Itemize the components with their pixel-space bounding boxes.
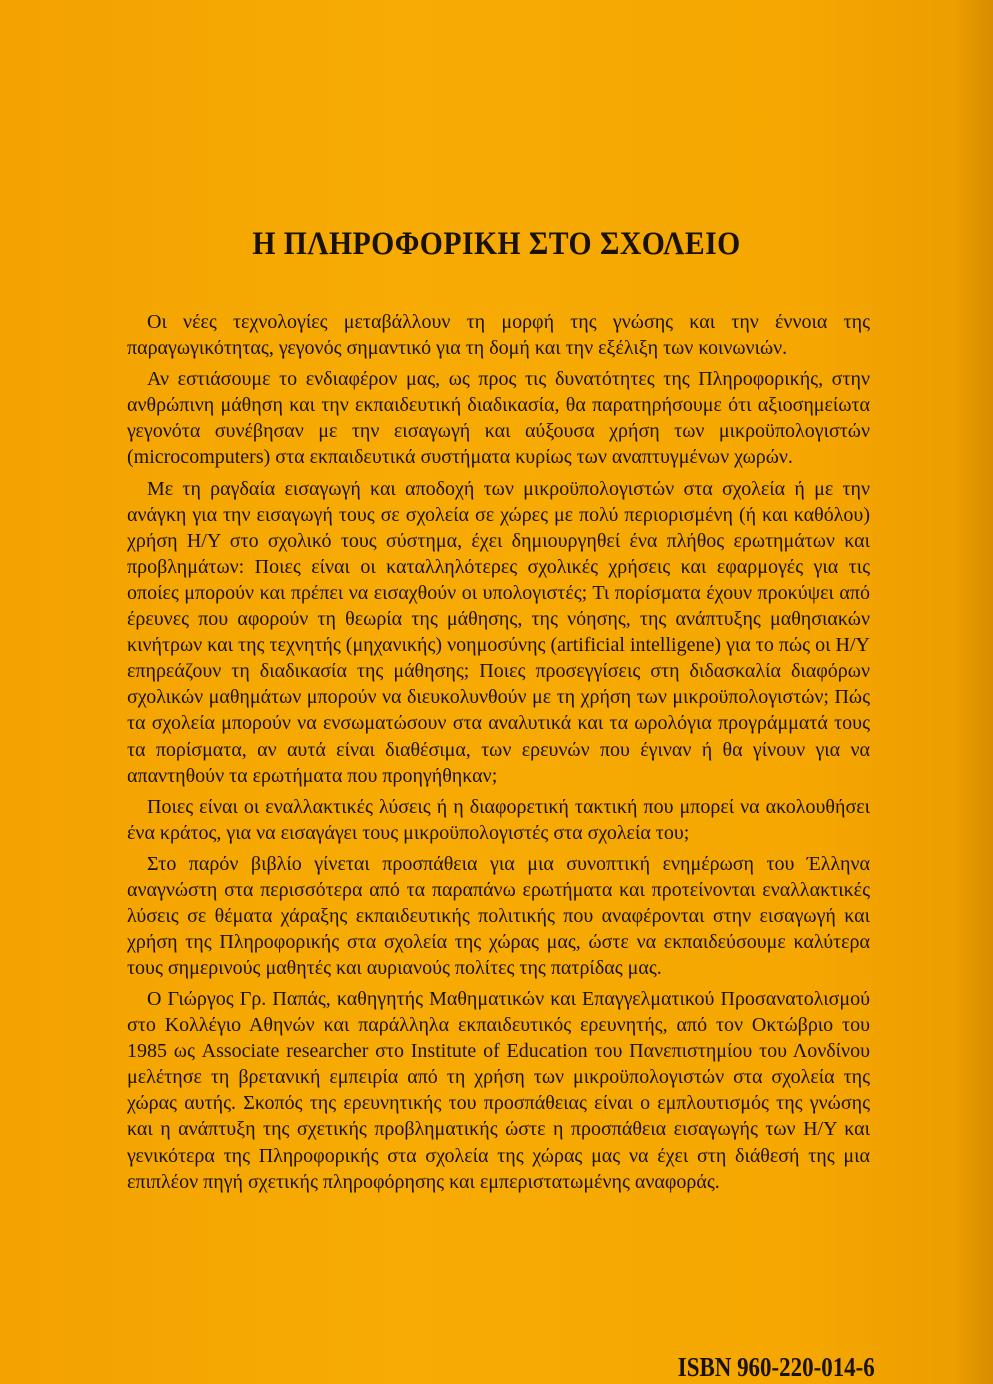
page-edge-shadow	[953, 0, 993, 1384]
author-bio	[127, 986, 870, 1195]
blurb-text	[127, 309, 870, 986]
isbn-number: ISBN 960-220-014-6	[677, 1352, 875, 1382]
blurb-paragraph: Αν εστιάσουμε το ενδιαφέρον μας, ως προς τις δυνατότητες της Πληροφορικής, στην ανθρώπινη μάθηση και την εκπαιδευτική διαδικασία, θα παρατηρήσουμε ότι αξιοσημείωτα γεγονότα συνέβησαν με την εισαγωγή και αύξουσα χρήση των μικροϋπολογιστών (microcomputers) στα εκπαιδευτικά συστήματα κυρίως των αναπτυγμένων χωρών.	[127, 368, 870, 469]
author-bio-paragraph: Ο Γιώργος Γρ. Παπάς, καθηγητής Μαθηματικών και Επαγγελματικού Προσανατολισμού στο Κολλέγιο Αθηνών και παράλληλα εκπαιδευτικός ερευνητής, από τον Οκτώβριο του 1985 ως Associate researcher στο Institute of Education του Πανεπιστημίου του Λονδίνου μελέτησε τη βρετανική εμπειρία από τη χρήση των μικροϋπολογιστών στα σχολεία της χώρας αυτής. Σκοπός της ερευνητικής του προσπάθειας είναι ο εμπλουτισμός της γνώσης και η ανάπτυξη της σχετικής προβληματικής ώστε η προσπάθεια εισαγωγής των Η/Υ και γενικότερα της Πληροφορικής στα σχολεία της χώρας μας να έχει στη διάθεσή της μια επιπλέον πηγή σχετικής πληροφόρησης και εμπεριστατωμένης αναφοράς.	[127, 988, 870, 1193]
book-title: Η ΠΛΗΡΟΦΟΡΙΚΗ ΣΤΟ ΣΧΟΛΕΙΟ	[252, 226, 741, 262]
blurb-paragraph: Με τη ραγδαία εισαγωγή και αποδοχή των μικροϋπολογιστών στα σχολεία ή με την ανάγκη για την εισαγωγή τους σε σχολεία σε χώρες με πολύ περιορισμένη (ή και καθόλου) χρήση Η/Υ στο σχολικό τους σύστημα, έχει δημιουργηθεί ένα πλήθος ερωτημάτων και προβλημάτων: Ποιες είναι οι καταλληλότερες σχολικές χρήσεις και εφαρμογές για τις οποίες μπορούν και πρέπει να εισαχθούν οι υπολογιστές; Τι πορίσματα έχουν προκύψει από έρευνες που αφορούν τη θεωρία της μάθησης, της νόησης, της ανάπτυξης μαθησιακών κινήτρων και της τεχνητής (μηχανικής) νοημοσύνης (artificial intelligene) για το πώς οι Η/Υ επηρεάζουν τη διαδικασία της μάθησης; Ποιες προσεγγίσεις στη διδασκαλία διαφόρων σχολικών μαθημάτων μπορούν να διευκολυνθούν με τη χρήση των μικροϋπολογιστών; Πώς τα σχολεία μπορούν να ενσωματώσουν στα αναλυτικά και τα ωρολόγια προγράμματά τους τα πορίσματα, αν αυτά είναι διαθέσιμα, των ερευνών που έγιναν ή θα γίνουν για να απαντηθούν τα ερωτήματα που προηγήθηκαν;	[127, 477, 870, 787]
blurb-paragraph: Στο παρόν βιβλίο γίνεται προσπάθεια για μια συνοπτική ενημέρωση του Έλληνα αναγνώστη στα περισσότερα από τα παραπάνω ερωτήματα και προτείνονται εναλλακτικές λύσεις σε θέματα χάραξης εκπαιδευτικής πολιτικής που αναφέρονται στην εισαγωγή και χρήση της Πληροφορικής στα σχολεία της χώρας μας, ώστε να εκπαιδεύσουμε καλύτερα τους σημερινούς μαθητές και αυριανούς πολίτες της πατρίδας μας.	[127, 852, 870, 980]
blurb-paragraph: Οι νέες τεχνολογίες μεταβάλλουν τη μορφή της γνώσης και την έννοια της παραγωγικότητας, γεγονός σημαντικό για τη δομή και την εξέλιξη των κοινωνιών.	[127, 311, 870, 360]
blurb-paragraph: Ποιες είναι οι εναλλακτικές λύσεις ή η διαφορετική τακτική που μπορεί να ακολουθήσει ένα κράτος, για να εισαγάγει τους μικροϋπολογιστές στα σχολεία του;	[127, 795, 870, 844]
